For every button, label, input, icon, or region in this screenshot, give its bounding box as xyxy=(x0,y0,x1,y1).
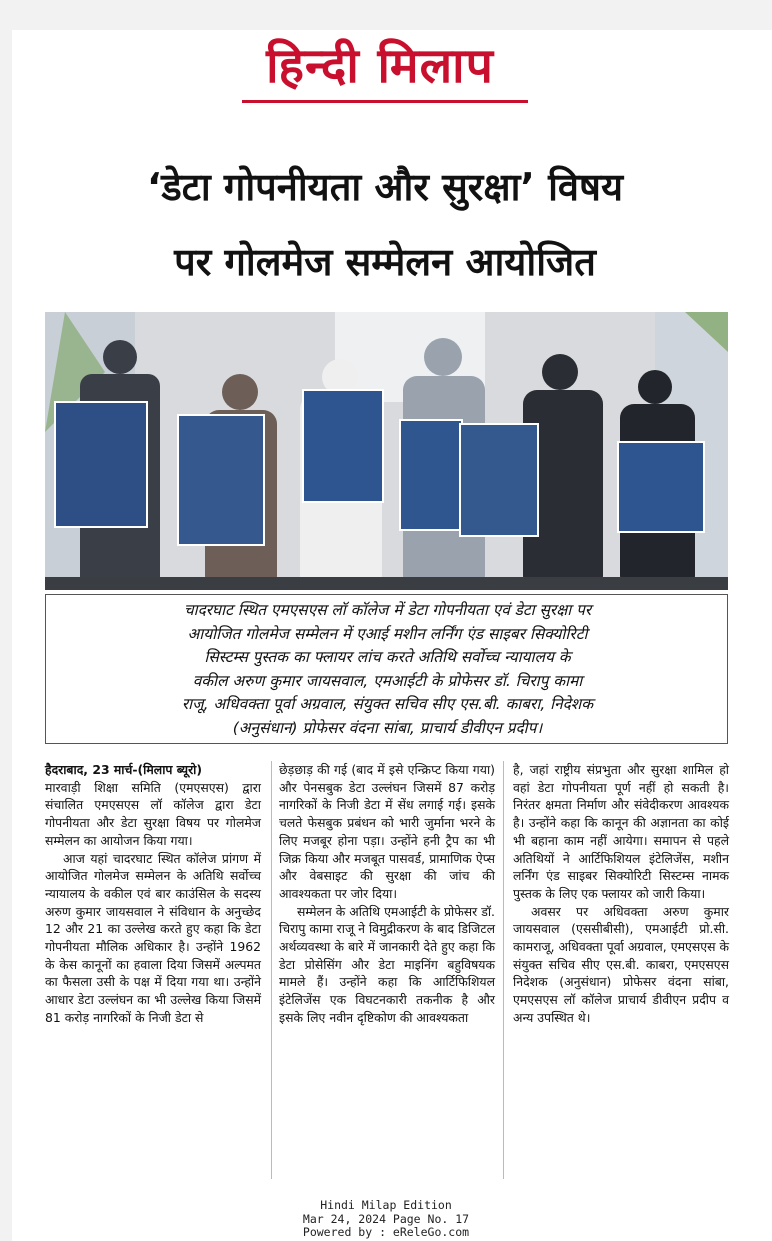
headline-line-2: पर गोलमेज सम्मेलन आयोजित xyxy=(174,240,596,284)
caption-line: आयोजित गोलमेज सम्मेलन में एआई मशीन लर्निंग एंड साइबर सिक्योरिटी xyxy=(187,624,588,643)
caption-line: चादरघाट स्थित एमएसएस लॉ कॉलेज में डेटा गोपनीयता एवं डेटा सुरक्षा पर xyxy=(183,601,592,619)
masthead-underline xyxy=(242,100,528,103)
article-column-2 xyxy=(279,761,495,1027)
photo-caption xyxy=(45,594,728,744)
article-paragraph: अवसर पर अधिवक्ता अरुण कुमार जायसवाल (एससीबीसी), एमआईटी प्रो.सी. कामराजू, अधिवक्ता पूर्वा अग्रवाल, एमएसएस के संयुक्त सचिव सीए एस.बी. काबरा, एमएसएस निदेशक (अनुसंधान) प्रोफेसर वंदना सांबा, एमएसएस लॉ कॉलेज प्राचार्य डीवीएन प्रदीप व अन्य उपस्थित थे। xyxy=(513,903,729,1025)
caption-line: वकील अरुण कुमार जायसवाल, एमआईटी के प्रोफेसर डॉ. चिरापु कामा xyxy=(192,671,583,690)
article-column-1 xyxy=(45,761,261,1027)
footer-powered-by: Powered by : eReleGo.com xyxy=(302,1225,470,1239)
caption-line: राजू, अधिवक्ता पूर्वा अग्रवाल, संयुक्त सचिव सीए एस.बी. काबरा, निदेशक xyxy=(181,695,594,714)
dateline: हैदराबाद, 23 मार्च-(मिलाप ब्यूरो) xyxy=(45,762,203,777)
column-divider xyxy=(271,761,272,1179)
article-paragraph: आज यहां चादरघाट स्थित कॉलेज प्रांगण में आयोजित गोलमेज सम्मेलन के अतिथि सर्वोच्च न्यायालय के वकील एवं बार काउंसिल के सदस्य अरुण कुमार जायसवाल ने संविधान के अनुच्छेद 12 और 21 का उल्लेख करते हुए कहा कि डेटा गोपनीयता मौलिक अधिकार है। उन्होंने 1962 के केस कानूनों का हवाला दिया जिसमें अल्पमत का फैसला उसी के पक्ष में दिया गया था। उन्होंने आधार डेटा उल्लंघन का भी उल्लेख किया जिसमें 81 करोड़ नागरिकों के निजी डेटा से xyxy=(45,850,261,1025)
edition-footer xyxy=(0,1199,772,1240)
column-divider xyxy=(503,761,504,1179)
newspaper-masthead: हिन्दी मिलाप xyxy=(266,38,494,94)
event-photo xyxy=(45,312,728,590)
footer-date-page: Mar 24, 2024 Page No. 17 xyxy=(302,1211,470,1226)
headline-line-1: ‘डेटा गोपनीयता और सुरक्षा’ विषय xyxy=(146,165,624,209)
article-paragraph: है, जहां राष्ट्रीय संप्रभुता और सुरक्षा शामिल हो वहां डेटा गोपनीयता पूर्ण नहीं हो सकती है। निरंतर क्षमता निर्माण और संवेदीकरण आवश्यक है। उन्होंने कहा कि कानून की अज्ञानता का कोई भी बहाना काम नहीं आयेगा। समापन से पहले अतिथियों ने आर्टिफिशियल इंटेलिजेंस, मशीन लर्निंग एंड साइबर सिक्योरिटी सिस्टम्स नामक पुस्तक के लिए एक फ्लायर को जारी किया। xyxy=(513,762,729,901)
footer-edition: Hindi Milap Edition xyxy=(320,1198,452,1212)
article-paragraph: छेड़छाड़ की गई (बाद में इसे एन्क्रिप्ट किया गया) और पेनसबुक डेटा उल्लंघन जिसमें 87 करोड़ नागरिकों के निजी डेटा में सेंध लगाई गई। इसके चलते फेसबुक प्रबंधन को भारी जुर्माना भरने के लिए मजबूर होना पड़ा। उन्होंने हनी ट्रैप का भी जिक्र किया और मजबूत पासवर्ड, प्रामाणिक ऐप्स और वेबसाइट की सुरक्षा की जांच की आवश्यकता पर जोर दिया। xyxy=(279,762,495,901)
caption-line: सिस्टम्स पुस्तक का फ्लायर लांच करते अतिथि सर्वोच्च न्यायालय के xyxy=(204,648,571,667)
article-paragraph: सम्मेलन के अतिथि एमआईटी के प्रोफेसर डॉ. चिरापु कामा राजू ने विमुद्रीकरण के बाद डिजिटल अर्थव्यवस्था के बारे में जानकारी देते हुए कहा कि डेटा प्रोसेसिंग और डेटा माइनिंग बहुविषयक मामले हैं। उन्होंने कहा कि आर्टिफिशियल इंटेलिजेंस एक विघटनकारी तकनीक है और इसके लिए नवीन दृष्टिकोण की आवश्यकता xyxy=(279,903,495,1025)
article-paragraph: मारवाड़ी शिक्षा समिति (एमएसएस) द्वारा संचालित एमएसएस लॉ कॉलेज द्वारा डेटा गोपनीयता और डेटा सुरक्षा विषय पर गोलमेज सम्मेलन का आयोजन किया गया। xyxy=(45,779,261,848)
article-column-3 xyxy=(513,761,729,1027)
caption-line: (अनुसंधान) प्रोफेसर वंदना सांबा, प्राचार्य डीवीएन प्रदीप। xyxy=(232,718,543,737)
